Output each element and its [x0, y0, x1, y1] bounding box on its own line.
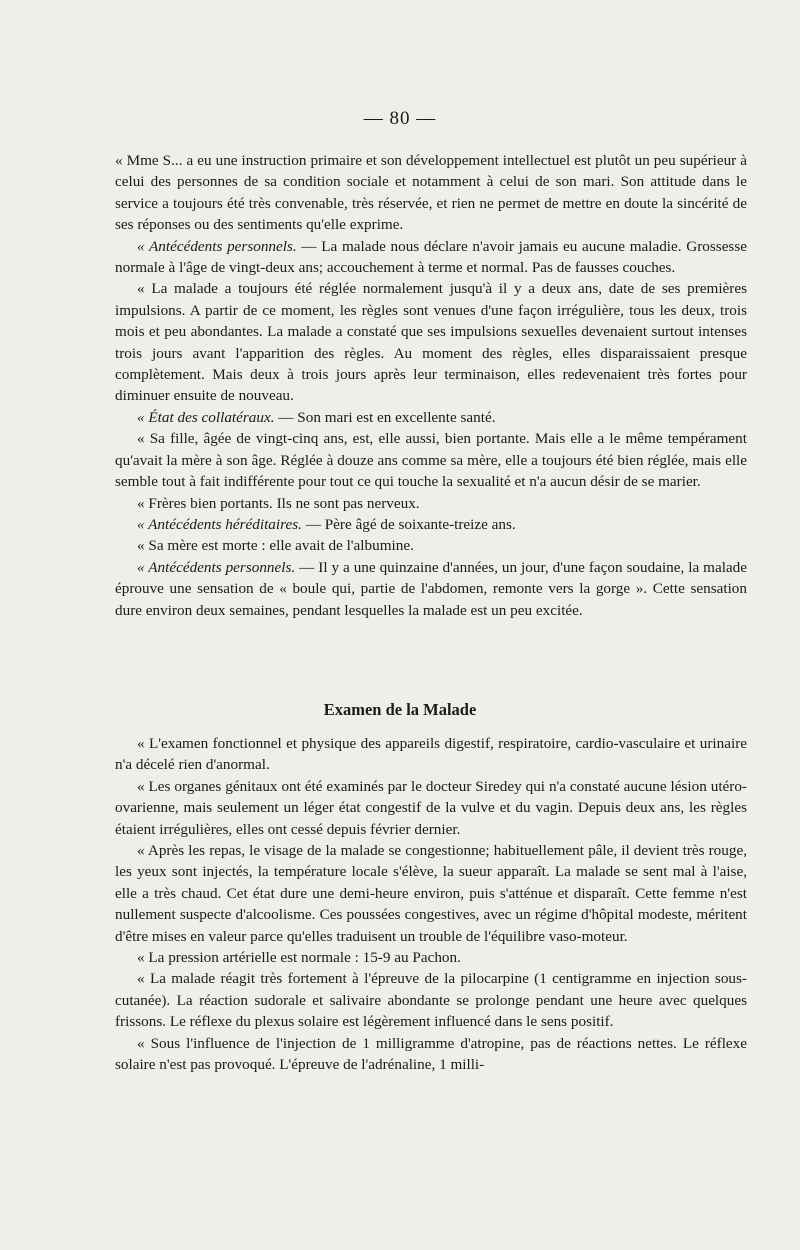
- paragraph: « Sa fille, âgée de vingt-cinq ans, est, elle aussi, bien portante. Mais elle a le même tempérament qu'avait la mère à son âge. Réglée à douze ans comme sa mère, elle a toujours été bien réglée, mais elle semble tout à fait indifférente pour tout ce qui touche la sexualité et n'a aucun désir de se marier.: [115, 430, 747, 491]
- paragraph: « Frères bien portants. Ils ne sont pas nerveux.: [137, 494, 420, 512]
- paragraph: « Sa mère est morte : elle avait de l'albumine.: [137, 537, 414, 555]
- text-section-examination: [115, 733, 747, 1076]
- paragraph: « Les organes génitaux ont été examinés par le docteur Siredey qui n'a constaté aucune lésion utéro-ovarienne, mais seulement un léger état congestif de la vulve et du vagin. Depuis deux ans, les règles étaient irrégulières, elles ont cessé depuis février dernier.: [115, 777, 747, 838]
- section-heading: Examen de la Malade: [323, 700, 477, 719]
- paragraph: « La malade réagit très fortement à l'épreuve de la pilocarpine (1 centigramme en injection sous-cutanée). La réaction sudorale et salivaire abondante se prolonge pendant une heure avec quelques frissons. Le réflexe du plexus solaire est légèrement influencé dans le sens positif.: [115, 970, 747, 1031]
- paragraph: « Antécédents personnels. — La malade nous déclare n'avoir jamais eu aucune maladie. Grossesse normale à l'âge de vingt-deux ans; accouchement à terme et normal. Pas de fausses couches.: [115, 237, 747, 277]
- paragraph: « Antécédents héréditaires. — Père âgé de soixante-treize ans.: [137, 515, 516, 533]
- paragraph: « La malade a toujours été réglée normalement jusqu'à il y a deux ans, date de ses premières impulsions. A partir de ce moment, les règles sont venues d'une façon irrégulière, tous les deux, trois mois et peu abondantes. La malade a constaté que ses impulsions sexuelles devenaient surtout intenses trois jours avant l'apparition des règles. Au moment des règles, elles disparaissaient presque complètement. Mais deux à trois jours après leur terminaison, elles redevenaient très fortes pour diminuer ensuite de nouveau.: [115, 280, 747, 405]
- paragraph: « Mme S... a eu une instruction primaire et son développement intellectuel est plutôt un peu supérieur à celui des personnes de sa condition sociale et notamment à celui de son mari. Son attitude dans le service a toujours été très convenable, très réservée, et rien ne permet de mettre en doute la sincérité de ses réponses ou des sentiments qu'elle exprime.: [115, 152, 747, 234]
- paragraph: « Après les repas, le visage de la malade se congestionne; habituellement pâle, il devient très rouge, les yeux sont injectés, la température locale s'élève, la sueur apparaît. La malade se sent mal à l'aise, elle a très chaud. Cet état dure une demi-heure environ, puis s'atténue et disparaît. Cette femme n'est nullement suspecte d'alcoolisme. Ces poussées congestives, avec un régime d'hôpital modeste, méritent d'être mises en valeur parce qu'elles traduisent un trouble de l'équilibre vaso-moteur.: [115, 842, 747, 945]
- page-number: — 80 —: [363, 108, 437, 129]
- paragraph: « État des collatéraux. — Son mari est en excellente santé.: [137, 408, 496, 426]
- paragraph: « Antécédents personnels. — Il y a une quinzaine d'années, un jour, d'une façon soudaine, la malade éprouve une sensation de « boule qui, partie de l'abdomen, remonte vers la gorge ». Cette sensation dure environ deux semaines, pendant lesquelles la malade est un peu excitée.: [115, 558, 747, 619]
- paragraph: « Sous l'influence de l'injection de 1 milligramme d'atropine, pas de réactions nettes. Le réflexe solaire n'est pas provoqué. L'épreuve de l'adrénaline, 1 milli-: [115, 1034, 747, 1074]
- paragraph: « L'examen fonctionnel et physique des appareils digestif, respiratoire, cardio-vasculaire et urinaire n'a décelé rien d'anormal.: [115, 735, 747, 774]
- text-section-history: [115, 150, 747, 621]
- paragraph: « La pression artérielle est normale : 15-9 au Pachon.: [137, 949, 461, 967]
